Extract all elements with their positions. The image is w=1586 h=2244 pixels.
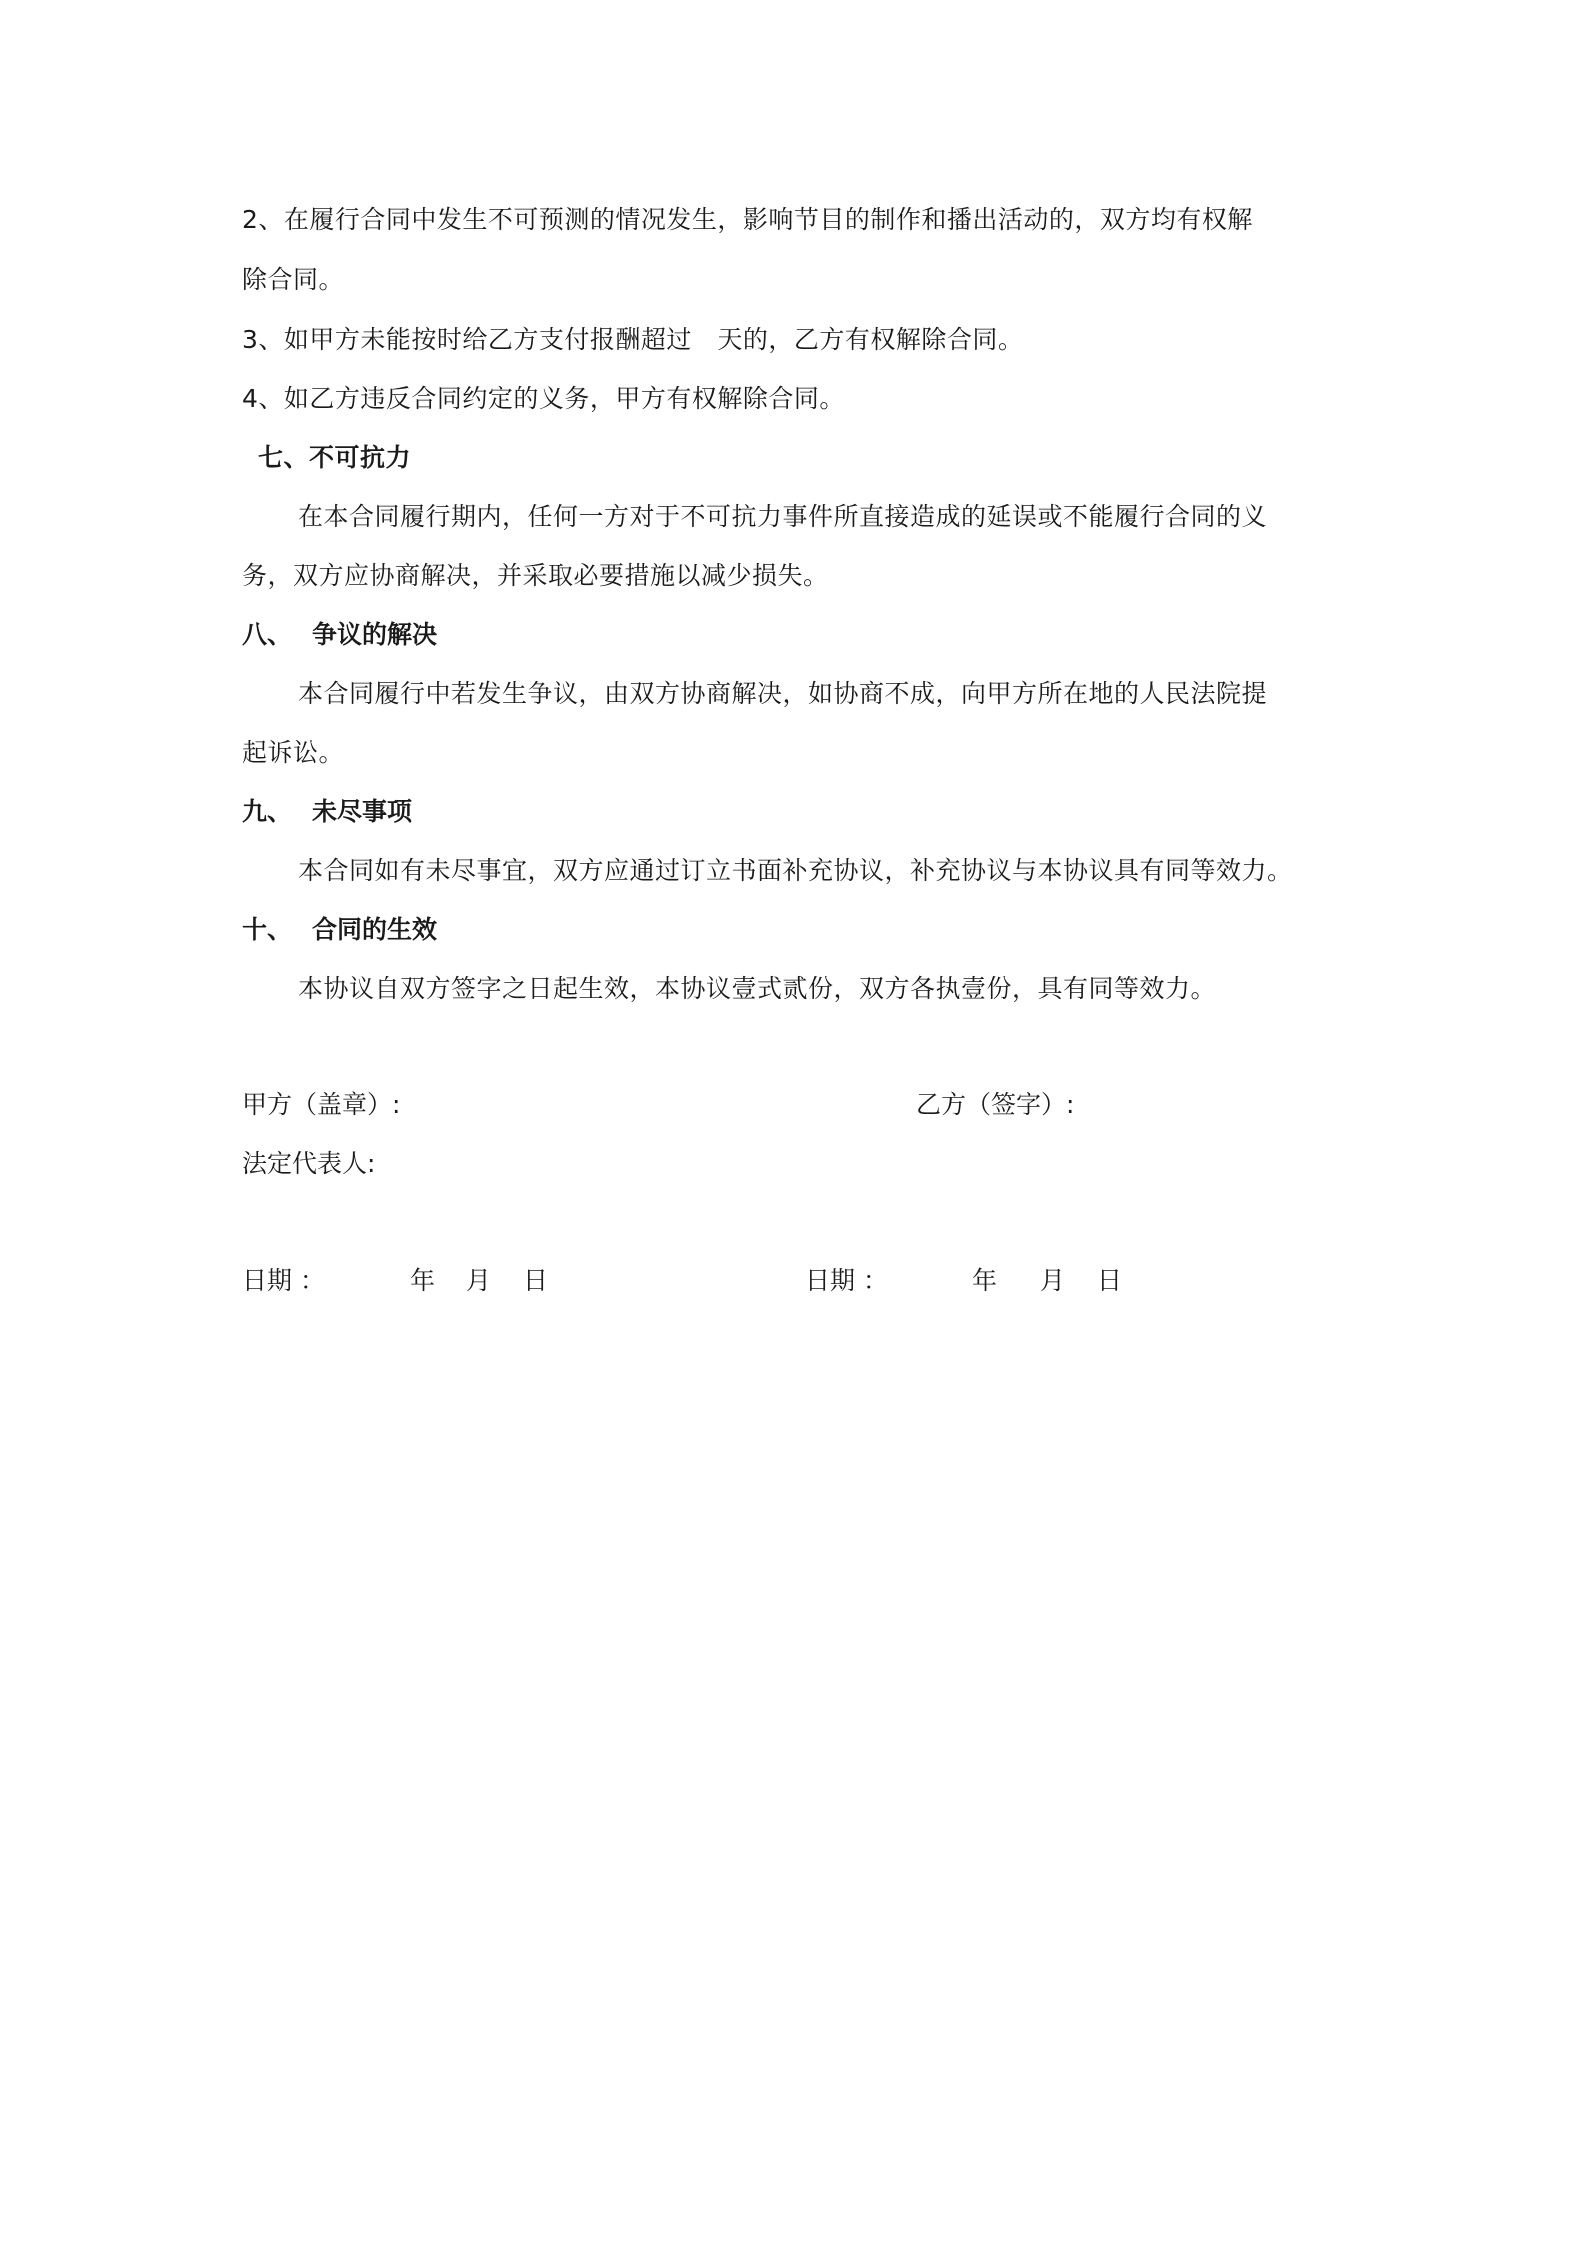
date-b-day: 日 [1097, 1266, 1123, 1295]
date-b-month: 月 [1040, 1266, 1066, 1295]
section-9-title: 未尽事项 [312, 797, 413, 826]
date-b-label: 日期 ： [805, 1266, 888, 1295]
date-a-day: 日 [523, 1266, 549, 1295]
section-9-body: 本合同如有未尽事宜，双方应通过订立书面补充协议，补充协议与本协议具有同等效力。 [298, 856, 1293, 885]
section-8-number: 八、 [242, 620, 293, 649]
clause-3: 3、如甲方未能按时给乙方支付报酬超过 天的，乙方有权解除合同。 [242, 325, 1024, 354]
party-a-seal-label: 甲方（盖章）: [242, 1090, 401, 1119]
date-a-label: 日期 ： [242, 1266, 325, 1295]
section-10-title: 合同的生效 [312, 915, 438, 944]
clause-4: 4、如乙方违反合同约定的义务，甲方有权解除合同。 [242, 384, 845, 413]
date-a-month: 月 [466, 1266, 492, 1295]
legal-representative-label: 法定代表人: [242, 1149, 376, 1178]
date-a-year: 年 [410, 1266, 436, 1295]
clause-2-line-1: 2、在履行合同中发生不可预测的情况发生，影响节目的制作和播出活动的，双方均有权解 [242, 205, 1253, 234]
clause-2-line-2: 除合同。 [242, 265, 345, 294]
date-b-year: 年 [972, 1266, 998, 1295]
section-8-body-line-2: 起诉讼。 [242, 738, 345, 767]
section-10-number: 十、 [242, 915, 293, 944]
section-8-body-line-1: 本合同履行中若发生争议，由双方协商解决，如协商不成，向甲方所在地的人民法院提 [298, 679, 1268, 708]
section-8-title: 争议的解决 [312, 620, 438, 649]
section-9-number: 九、 [242, 797, 293, 826]
section-7-body-line-1: 在本合同履行期内，任何一方对于不可抗力事件所直接造成的延误或不能履行合同的义 [298, 502, 1268, 531]
section-7-body-line-2: 务，双方应协商解决，并采取必要措施以减少损失。 [242, 561, 829, 590]
section-10-body: 本协议自双方签字之日起生效，本协议壹式贰份，双方各执壹份，具有同等效力。 [298, 974, 1217, 1003]
party-b-signature-label: 乙方（签字）: [916, 1090, 1075, 1119]
section-7-heading: 七、不可抗力 [258, 443, 412, 472]
